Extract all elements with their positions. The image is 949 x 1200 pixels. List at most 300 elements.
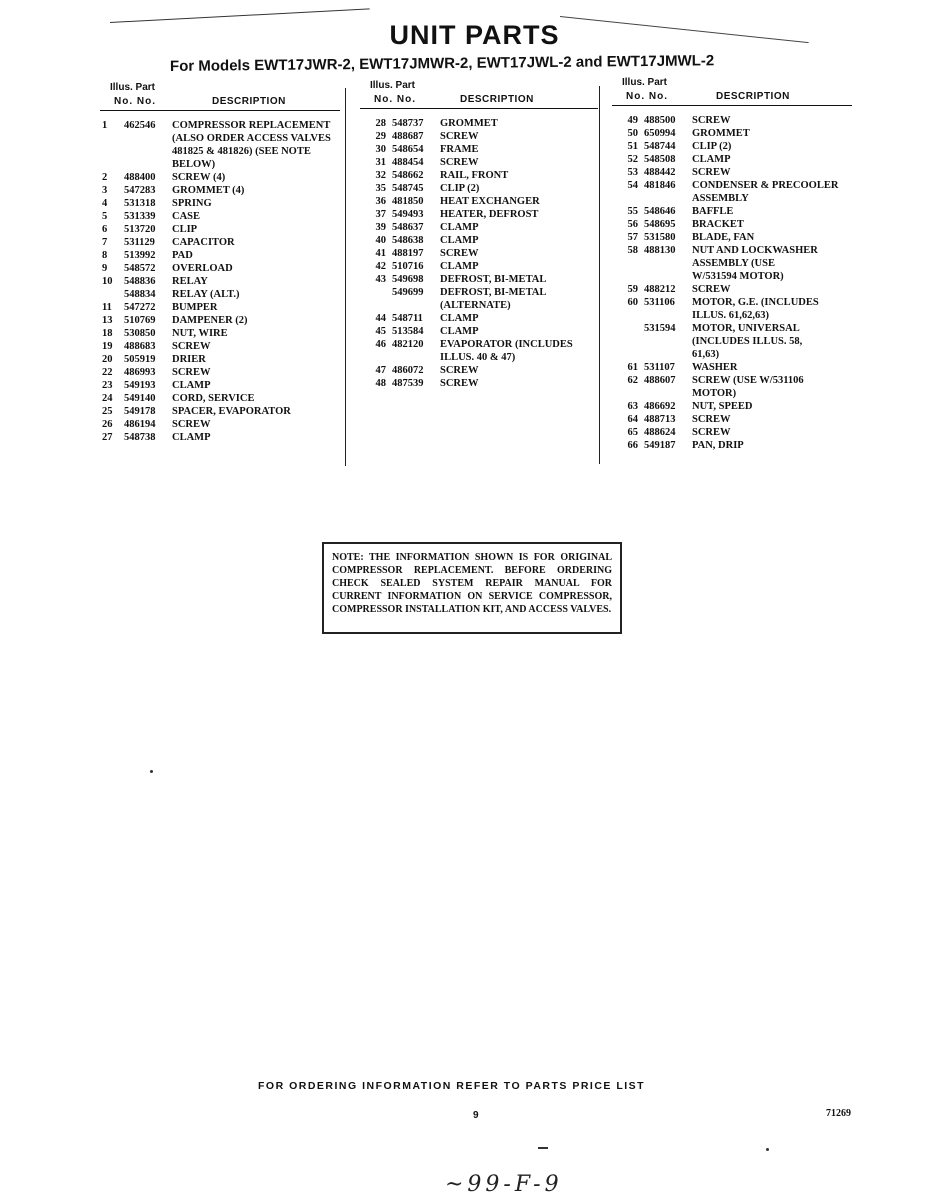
part-number: 548745 — [392, 183, 424, 194]
part-number: 549493 — [392, 209, 424, 220]
table-row — [100, 405, 340, 418]
table-row — [360, 195, 598, 208]
description-label: DESCRIPTION — [460, 94, 534, 105]
description-label: DESCRIPTION — [212, 96, 286, 107]
part-number: 488212 — [644, 284, 676, 295]
part-number: 548662 — [392, 170, 424, 181]
table-row — [360, 117, 598, 130]
illus-part-label: Illus. Part — [622, 77, 668, 88]
table-row — [612, 257, 852, 270]
illus-number: 46 — [375, 339, 386, 350]
part-description: SPACER, EVAPORATOR — [172, 406, 291, 417]
illus-number: 37 — [375, 209, 386, 220]
models-subtitle: For Models EWT17JWR-2, EWT17JMWR-2, EWT17JWL-2 and EWT17JMWL-2 — [169, 52, 715, 75]
part-number: 505919 — [124, 354, 156, 365]
part-number: 531339 — [124, 211, 156, 222]
table-row — [100, 301, 340, 314]
table-row — [360, 234, 598, 247]
table-row — [100, 184, 340, 197]
illus-number: 47 — [375, 365, 386, 376]
illus-number: 31 — [375, 157, 386, 168]
part-description: CASE — [172, 211, 201, 222]
table-row — [612, 374, 852, 387]
table-row — [612, 218, 852, 231]
part-number: 487539 — [392, 378, 424, 389]
part-description: HEATER, DEFROST — [440, 209, 539, 220]
illus-number: 40 — [375, 235, 386, 246]
illus-number: 26 — [102, 419, 113, 430]
illus-number: 25 — [102, 406, 113, 417]
table-row — [100, 327, 340, 340]
part-number: 548638 — [392, 235, 424, 246]
illus-number: 7 — [102, 237, 108, 248]
part-description: ILLUS. 61,62,63) — [692, 310, 770, 321]
table-row — [360, 364, 598, 377]
part-number: 488683 — [124, 341, 156, 352]
part-description: NUT, WIRE — [172, 328, 228, 339]
part-number — [644, 192, 692, 205]
part-number: 548744 — [644, 141, 676, 152]
illus-number: 3 — [102, 185, 108, 196]
part-number: 547283 — [124, 185, 156, 196]
part-number: 548834 — [124, 289, 156, 300]
part-number: 549178 — [124, 406, 156, 417]
illus-number: 24 — [102, 393, 113, 404]
part-description: HEAT EXCHANGER — [440, 196, 540, 207]
part-description: SCREW — [440, 248, 479, 259]
part-description: DRIER — [172, 354, 206, 365]
illus-number: 28 — [375, 118, 386, 129]
table-row — [100, 392, 340, 405]
part-number: 531594 — [644, 323, 676, 334]
table-row — [612, 179, 852, 192]
illus-number — [360, 299, 392, 312]
illus-number: 60 — [627, 297, 638, 308]
part-number: 548738 — [124, 432, 156, 443]
illus-number: 63 — [627, 401, 638, 412]
part-description: SCREW — [692, 167, 731, 178]
part-number: 488624 — [644, 427, 676, 438]
illus-number: 59 — [627, 284, 638, 295]
table-row — [100, 353, 340, 366]
part-number: 531107 — [644, 362, 675, 373]
table-row — [100, 340, 340, 353]
part-description: DAMPENER (2) — [172, 315, 248, 326]
no-no-label: No. No. — [626, 91, 668, 102]
table-row — [612, 166, 852, 179]
illus-number — [100, 132, 124, 145]
parts-list — [100, 119, 340, 444]
illus-number — [100, 145, 124, 158]
part-number — [644, 387, 692, 400]
illus-part-label: Illus. Part — [370, 80, 416, 91]
part-number — [392, 351, 440, 364]
part-number: 481850 — [392, 196, 424, 207]
part-number — [392, 299, 440, 312]
illus-number: 8 — [102, 250, 108, 261]
part-description: BLADE, FAN — [692, 232, 755, 243]
table-row — [612, 335, 852, 348]
illus-number: 36 — [375, 196, 386, 207]
part-number: 488400 — [124, 172, 156, 183]
part-number: 488442 — [644, 167, 676, 178]
part-description: CLAMP — [172, 380, 211, 391]
table-row — [612, 244, 852, 257]
part-description: ASSEMBLY — [692, 193, 749, 204]
part-number: 488197 — [392, 248, 424, 259]
illus-number: 50 — [627, 128, 638, 139]
part-number: 530850 — [124, 328, 156, 339]
illus-number: 56 — [627, 219, 638, 230]
illus-number: 42 — [375, 261, 386, 272]
table-row — [612, 127, 852, 140]
part-number — [644, 270, 692, 283]
table-row — [612, 205, 852, 218]
part-description: CLAMP — [440, 222, 479, 233]
part-description: SCREW — [440, 157, 479, 168]
table-row — [360, 351, 598, 364]
part-number: 547272 — [124, 302, 156, 313]
table-row — [360, 260, 598, 273]
table-row — [612, 413, 852, 426]
part-number: 488454 — [392, 157, 424, 168]
table-row — [100, 249, 340, 262]
illus-number — [360, 351, 392, 364]
illus-number: 49 — [627, 115, 638, 126]
description-label: DESCRIPTION — [716, 91, 790, 102]
part-description: BELOW) — [172, 159, 216, 170]
table-row — [612, 153, 852, 166]
part-number: 548646 — [644, 206, 676, 217]
part-description: BUMPER — [172, 302, 218, 313]
table-row — [360, 247, 598, 260]
part-description: (INCLUDES ILLUS. 58, — [692, 336, 803, 347]
illus-number: 29 — [375, 131, 386, 142]
part-number: 548695 — [644, 219, 676, 230]
table-row — [100, 262, 340, 275]
part-description: SCREW — [692, 427, 731, 438]
part-number: 488500 — [644, 115, 676, 126]
part-description: WASHER — [692, 362, 738, 373]
part-description: CLAMP — [440, 235, 479, 246]
illus-number: 19 — [102, 341, 113, 352]
table-row — [360, 208, 598, 221]
table-row — [360, 273, 598, 286]
table-row — [100, 366, 340, 379]
part-description: RAIL, FRONT — [440, 170, 509, 181]
illus-number: 45 — [375, 326, 386, 337]
part-description: SCREW — [692, 284, 731, 295]
table-row — [360, 377, 598, 390]
table-row — [100, 418, 340, 431]
part-number: 549698 — [392, 274, 424, 285]
part-description: COMPRESSOR REPLACEMENT — [172, 120, 331, 131]
table-row — [612, 426, 852, 439]
part-number: 531580 — [644, 232, 676, 243]
table-row — [100, 158, 340, 171]
part-number: 549140 — [124, 393, 156, 404]
column-header — [100, 82, 340, 111]
column-header — [612, 77, 852, 106]
illus-number: 43 — [375, 274, 386, 285]
table-row — [612, 400, 852, 413]
table-row — [612, 322, 852, 335]
table-row — [612, 114, 852, 127]
document-number: 71269 — [826, 1108, 851, 1119]
table-row — [612, 309, 852, 322]
part-number — [644, 335, 692, 348]
illus-number — [612, 387, 644, 400]
illus-number: 62 — [627, 375, 638, 386]
part-number — [124, 132, 172, 145]
part-description: CONDENSER & PRECOOLER — [692, 180, 839, 191]
part-number: 650994 — [644, 128, 676, 139]
illus-number: 41 — [375, 248, 386, 259]
part-number: 488130 — [644, 245, 676, 256]
table-row — [360, 130, 598, 143]
part-number: 548508 — [644, 154, 676, 165]
table-row — [612, 348, 852, 361]
illus-number: 61 — [627, 362, 638, 373]
part-description: SCREW — [440, 131, 479, 142]
illus-number: 66 — [627, 440, 638, 451]
table-row — [612, 296, 852, 309]
illus-number: 10 — [102, 276, 113, 287]
part-description: CLIP — [172, 224, 198, 235]
table-row — [360, 286, 598, 299]
illus-number: 27 — [102, 432, 113, 443]
table-row — [100, 431, 340, 444]
part-description: GROMMET — [692, 128, 750, 139]
part-description: (ALSO ORDER ACCESS VALVES — [172, 133, 331, 144]
part-description: SPRING — [172, 198, 212, 209]
table-row — [100, 119, 340, 132]
part-description: CLIP (2) — [692, 141, 732, 152]
illus-number — [612, 270, 644, 283]
illus-number — [612, 322, 644, 335]
part-description: 61,63) — [692, 349, 720, 360]
part-number — [124, 145, 172, 158]
illus-number: 57 — [627, 232, 638, 243]
table-row — [100, 210, 340, 223]
table-row — [612, 192, 852, 205]
illus-number: 32 — [375, 170, 386, 181]
part-description: CAPACITOR — [172, 237, 235, 248]
part-description: MOTOR) — [692, 388, 737, 399]
part-description: NUT AND LOCKWASHER — [692, 245, 818, 256]
table-row — [612, 270, 852, 283]
part-description: EVAPORATOR (INCLUDES — [440, 339, 573, 350]
part-description: CORD, SERVICE — [172, 393, 255, 404]
part-number: 488687 — [392, 131, 424, 142]
part-number: 488713 — [644, 414, 676, 425]
table-row — [612, 140, 852, 153]
table-row — [100, 223, 340, 236]
table-row — [360, 221, 598, 234]
illus-number — [612, 335, 644, 348]
part-number: 548737 — [392, 118, 424, 129]
table-row — [360, 143, 598, 156]
part-number — [124, 158, 172, 171]
part-description: CLAMP — [172, 432, 211, 443]
illus-number: 51 — [627, 141, 638, 152]
part-number: 548572 — [124, 263, 156, 274]
illus-number: 11 — [102, 302, 112, 313]
part-number: 486692 — [644, 401, 676, 412]
part-number: 548654 — [392, 144, 424, 155]
part-description: W/531594 MOTOR) — [692, 271, 784, 282]
part-number: 549193 — [124, 380, 156, 391]
illus-number — [612, 348, 644, 361]
illus-number: 64 — [627, 414, 638, 425]
illus-number: 18 — [102, 328, 113, 339]
part-number: 510716 — [392, 261, 424, 272]
part-description: MOTOR, UNIVERSAL — [692, 323, 800, 334]
part-number: 513584 — [392, 326, 424, 337]
part-description: ASSEMBLY (USE — [692, 258, 775, 269]
part-description: SCREW — [440, 378, 479, 389]
illus-number: 30 — [375, 144, 386, 155]
parts-list — [360, 117, 598, 390]
part-number: 462546 — [124, 120, 156, 131]
part-number: 548711 — [392, 313, 423, 324]
part-number: 531318 — [124, 198, 156, 209]
part-description: NUT, SPEED — [692, 401, 753, 412]
part-number: 510769 — [124, 315, 156, 326]
handwritten-mark: ~99-F-9 — [445, 1172, 563, 1197]
part-number: 482120 — [392, 339, 424, 350]
parts-column-3 — [612, 77, 852, 452]
part-description: CLAMP — [440, 261, 479, 272]
part-description: FRAME — [440, 144, 479, 155]
illus-number: 20 — [102, 354, 113, 365]
illus-number: 6 — [102, 224, 108, 235]
table-row — [100, 145, 340, 158]
part-description: SCREW — [692, 414, 731, 425]
illus-number — [612, 257, 644, 270]
illus-number: 4 — [102, 198, 108, 209]
part-number — [644, 257, 692, 270]
table-row — [612, 439, 852, 452]
no-no-label: No. No. — [374, 94, 416, 105]
part-description: PAD — [172, 250, 193, 261]
illus-part-label: Illus. Part — [110, 82, 156, 93]
part-description: GROMMET — [440, 118, 498, 129]
part-number: 488607 — [644, 375, 676, 386]
scan-speck — [766, 1148, 769, 1151]
part-description: CLAMP — [692, 154, 731, 165]
part-number: 513992 — [124, 250, 156, 261]
part-description: CLAMP — [440, 313, 479, 324]
table-row — [360, 325, 598, 338]
table-row — [612, 361, 852, 374]
part-number: 549699 — [392, 287, 424, 298]
illus-number: 48 — [375, 378, 386, 389]
part-description: MOTOR, G.E. (INCLUDES — [692, 297, 819, 308]
table-row — [100, 171, 340, 184]
illus-number: 54 — [627, 180, 638, 191]
part-description: SCREW (USE W/531106 — [692, 375, 804, 386]
table-row — [360, 156, 598, 169]
part-description: (ALTERNATE) — [440, 300, 511, 311]
part-number: 513720 — [124, 224, 156, 235]
compressor-note-box: NOTE: THE INFORMATION SHOWN IS FOR ORIGINAL COMPRESSOR REPLACEMENT. BEFORE ORDERING CHECK SEALED SYSTEM REPAIR MANUAL FOR CURRENT INFORMATION ON SERVICE COMPRESSOR, COMPRESSOR INSTALLATION KIT, AND ACCESS VALVES. — [322, 542, 622, 634]
illus-number: 52 — [627, 154, 638, 165]
table-row — [100, 197, 340, 210]
part-description: GROMMET (4) — [172, 185, 245, 196]
page-number: 9 — [473, 1110, 479, 1121]
part-description: DEFROST, BI-METAL — [440, 274, 547, 285]
part-number — [644, 348, 692, 361]
part-description: CLIP (2) — [440, 183, 480, 194]
illus-number: 55 — [627, 206, 638, 217]
illus-number — [612, 309, 644, 322]
part-number: 486072 — [392, 365, 424, 376]
illus-number: 22 — [102, 367, 113, 378]
page-title: UNIT PARTS — [389, 20, 560, 50]
table-row — [360, 312, 598, 325]
illus-number: 9 — [102, 263, 108, 274]
illus-number: 65 — [627, 427, 638, 438]
illus-number: 53 — [627, 167, 638, 178]
part-description: SCREW — [172, 419, 211, 430]
table-row — [100, 275, 340, 288]
illus-number — [612, 192, 644, 205]
part-number: 548836 — [124, 276, 156, 287]
illus-number: 44 — [375, 313, 386, 324]
part-description: OVERLOAD — [172, 263, 233, 274]
part-number: 531129 — [124, 237, 155, 248]
table-row — [360, 299, 598, 312]
table-row — [612, 231, 852, 244]
table-row — [100, 236, 340, 249]
part-description: BAFFLE — [692, 206, 734, 217]
illus-number: 13 — [102, 315, 113, 326]
scan-speck — [150, 770, 153, 773]
table-row — [100, 132, 340, 145]
table-row — [360, 182, 598, 195]
parts-column-1 — [100, 82, 340, 444]
part-number — [644, 309, 692, 322]
part-description: CLAMP — [440, 326, 479, 337]
part-description: BRACKET — [692, 219, 744, 230]
table-row — [360, 169, 598, 182]
part-number: 481846 — [644, 180, 676, 191]
table-row — [612, 387, 852, 400]
parts-list — [612, 114, 852, 452]
illus-number: 1 — [102, 120, 108, 131]
scan-mark — [538, 1147, 548, 1149]
part-number: 531106 — [644, 297, 675, 308]
part-description: PAN, DRIP — [692, 440, 744, 451]
table-row — [612, 283, 852, 296]
illus-number — [360, 286, 392, 299]
parts-column-2 — [360, 80, 598, 390]
column-divider — [345, 88, 346, 466]
part-description: RELAY (ALT.) — [172, 289, 240, 300]
part-description: RELAY — [172, 276, 208, 287]
part-description: SCREW — [440, 365, 479, 376]
part-description: ILLUS. 40 & 47) — [440, 352, 516, 363]
part-number: 549187 — [644, 440, 676, 451]
part-description: 481825 & 481826) (SEE NOTE — [172, 146, 311, 157]
part-description: SCREW (4) — [172, 172, 226, 183]
column-header — [360, 80, 598, 109]
part-number: 486993 — [124, 367, 156, 378]
illus-number — [100, 158, 124, 171]
table-row — [100, 288, 340, 301]
part-number: 486194 — [124, 419, 156, 430]
